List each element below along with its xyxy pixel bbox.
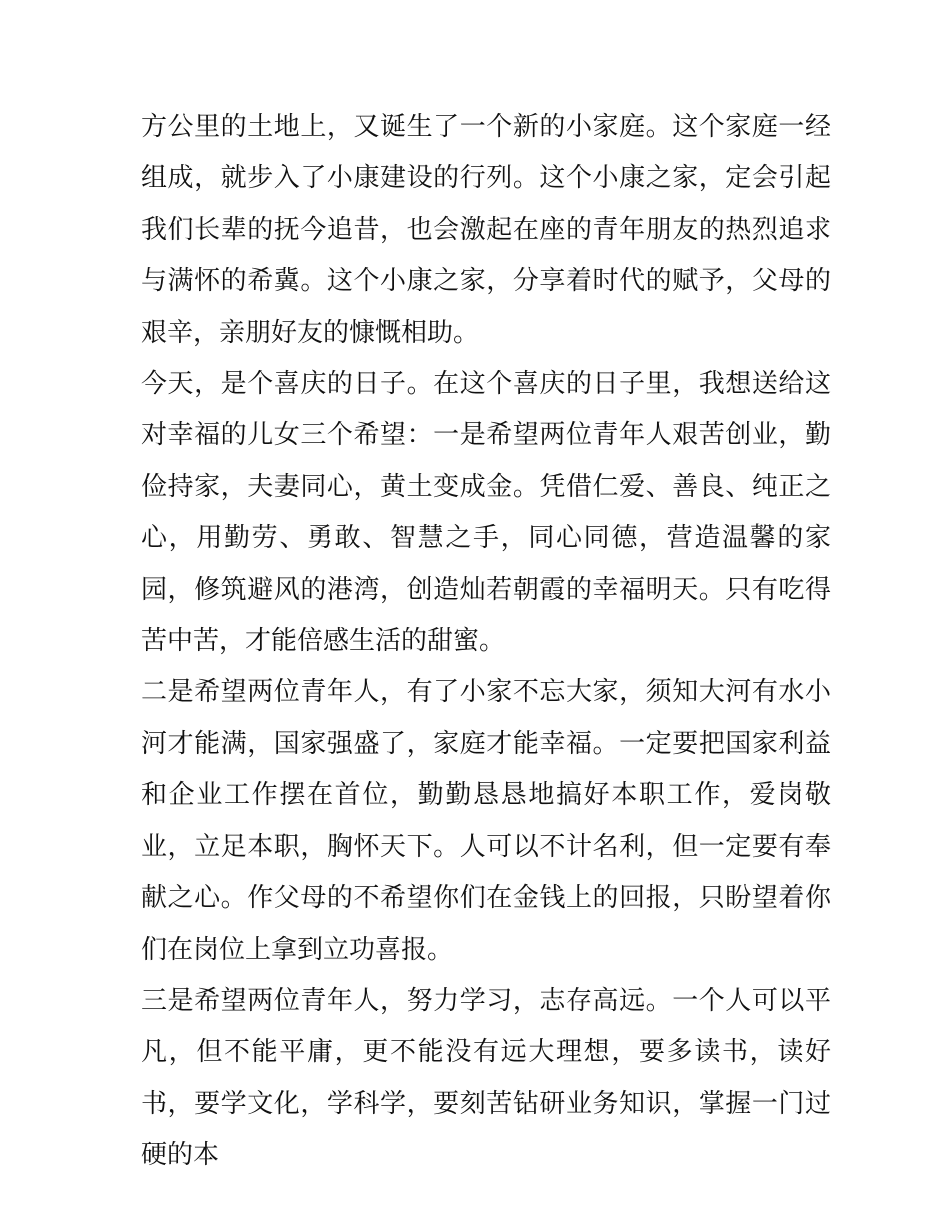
- paragraph-3: 二是希望两位青年人，有了小家不忘大家，须知大河有水小河才能满，国家强盛了，家庭才能幸福。一定要把国家利益和企业工作摆在首位，勤勤恳恳地搞好本职工作，爱岗敬业，立足本职，胸怀天下。人可以不计名利，但一定要有奉献之心。作父母的不希望你们在金钱上的回报，只盼望着你们在岗位上拿到立功喜报。: [141, 677, 831, 965]
- paragraph-4: 三是希望两位青年人，努力学习，志存高远。一个人可以平凡，但不能平庸，更不能没有远大理想，要多读书，读好书，要学文化，学科学，要刻苦钻研业务知识，掌握一门过硬的本: [141, 985, 831, 1171]
- document-body: [141, 102, 831, 1182]
- paragraph-1: 方公里的土地上，又诞生了一个新的小家庭。这个家庭一经组成，就步入了小康建设的行列。这个小康之家，定会引起我们长辈的抚今追昔，也会激起在座的青年朋友的热烈追求与满怀的希冀。这个小康之家，分享着时代的赋予，父母的艰辛，亲朋好友的慷慨相助。: [141, 112, 831, 348]
- paragraph-2: 今天，是个喜庆的日子。在这个喜庆的日子里，我想送给这对幸福的儿女三个希望：一是希望两位青年人艰苦创业，勤俭持家，夫妻同心，黄土变成金。凭借仁爱、善良、纯正之心，用勤劳、勇敢、智慧之手，同心同德，营造温馨的家园，修筑避风的港湾，创造灿若朝霞的幸福明天。只有吃得苦中苦，才能倍感生活的甜蜜。: [141, 369, 831, 657]
